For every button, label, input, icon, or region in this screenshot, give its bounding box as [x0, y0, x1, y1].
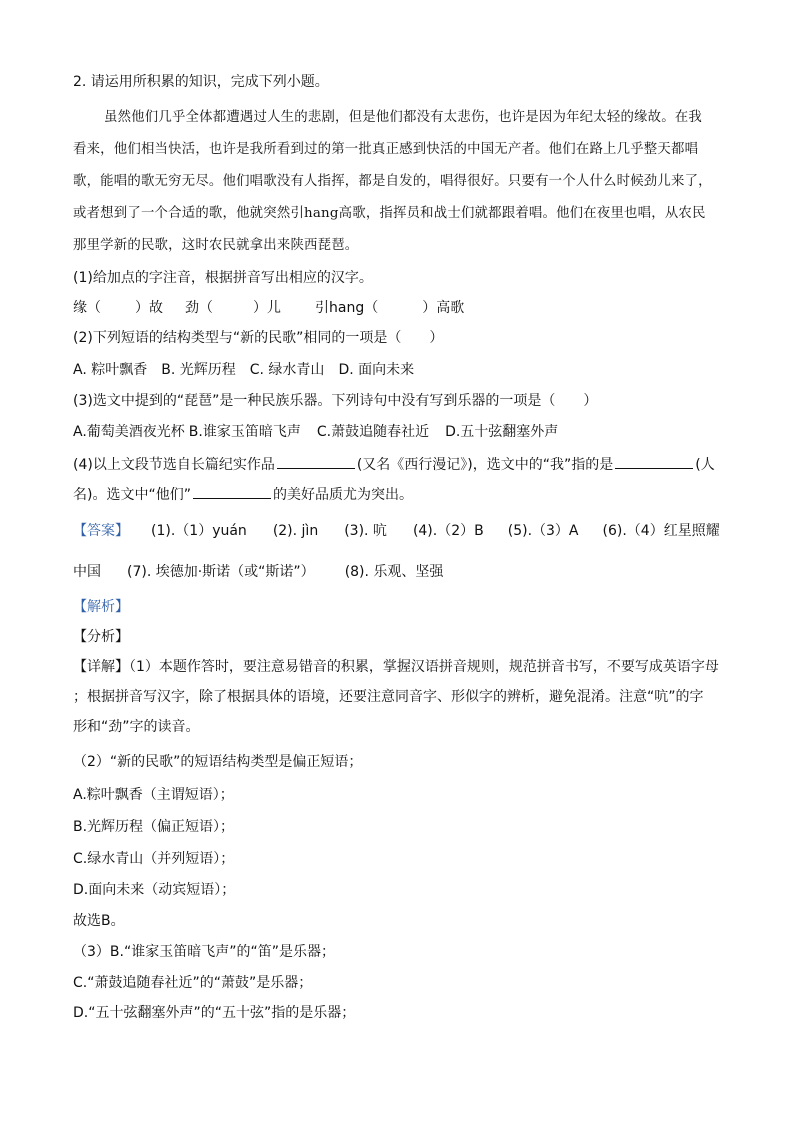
q2-option-a: A. 粽叶飘香 — [73, 362, 148, 378]
analysis-line: D.面向未来（动宾短语）； — [73, 882, 236, 898]
analysis-line: （3）B.“谁家玉笛暗飞声”的“笛”是乐器； — [73, 944, 335, 960]
detail-label: 【详解】 — [73, 659, 129, 675]
q1-item: ）儿 — [253, 300, 281, 316]
q3-option-a: A.葡萄美酒夜光杯 — [73, 424, 185, 440]
analysis-label: 【解析】 — [73, 599, 129, 615]
analysis-line: C.“萧鼓追随春社近”的“萧鼓”是乐器； — [73, 975, 313, 991]
q4-line-2: 名)。选文中“他们” 的美好品质尤为突出。 — [73, 484, 753, 505]
q2-prompt: (2)下列短语的结构类型与“新的民歌”相同的一项是（ ） — [73, 330, 444, 346]
answer-blank — [615, 454, 693, 469]
passage-line: 歌，能唱的歌无穷无尽。他们唱歌没有人指挥，都是自发的，唱得很好。只要有一个人什么时候劲儿来了， — [73, 174, 712, 189]
answer-line-1: 【答案】 (1).（1）yuán (2). jìn (3). 吭 (4).（2）B (5).（3）A (6).（4）红星照耀 — [73, 523, 720, 539]
passage-line: 或者想到了一个合适的歌，他就突然引hang高歌，指挥员和战士们就都跟着唱。他们在夜里也唱，从农民 — [73, 206, 706, 221]
answer-blank — [193, 484, 271, 499]
q3-option-c: C.萧鼓追随春社近 — [316, 424, 430, 440]
passage-line: 那里学新的民歌，这时农民就拿出来陕西琵琶。 — [73, 238, 359, 253]
answer-line-2: 中国 (7). 埃德加·斯诺（或“斯诺”） (8). 乐观、坚强 — [73, 564, 444, 580]
analysis-line: 【详解】（1）本题作答时，要注意易错音的积累，掌握汉语拼音规则，规范拼音书写，不要写成英语字母 — [73, 659, 719, 675]
q1-item: ）高歌 — [422, 300, 465, 316]
analysis-line: B.光辉历程（偏正短语）； — [73, 819, 235, 835]
q1-prompt: (1)给加点的字注音，根据拼音写出相应的汉字。 — [73, 270, 373, 286]
q4-line-1: (4)以上文段节选自长篇纪实作品 (又名《西行漫记》)，选文中的“我”指的是 (人 — [73, 454, 753, 475]
q2-option-b: B. 光辉历程 — [161, 362, 236, 378]
answer-label: 【答案】 — [73, 523, 129, 539]
passage-line: 看来，他们相当快活，也许是我所看到过的第一批真正感到快活的中国无产者。他们在路上几乎整天都唱 — [73, 142, 699, 157]
analysis-line: （2）“新的民歌”的短语结构类型是偏正短语； — [73, 754, 363, 770]
analysis-line: 形和“劲”字的读音。 — [73, 719, 200, 735]
q3-prompt: (3)选文中提到的“琵琶”是一种民族乐器。下列诗句中没有写到乐器的一项是（ ） — [73, 393, 598, 409]
analysis-sub-label: 【分析】 — [73, 629, 129, 645]
passage-line: 虽然他们几乎全体都遭遇过人生的悲剧，但是他们都没有太悲伤，也许是因为年纪太轻的缘故。在我 — [104, 110, 702, 125]
q2-option-d: D. 面向未来 — [338, 362, 415, 378]
q3-option-d: D.五十弦翻塞外声 — [445, 424, 559, 440]
analysis-line: A.粽叶飘香（主谓短语）； — [73, 787, 234, 803]
question-heading: 2. 请运用所积累的知识，完成下列小题。 — [73, 74, 329, 90]
q1-item: 劲（ — [185, 300, 213, 316]
q2-option-c: C. 绿水青山 — [249, 362, 325, 378]
q1-item: 引hang（ — [315, 300, 379, 316]
analysis-line: C.绿水青山（并列短语）； — [73, 851, 235, 867]
analysis-line: 故选B。 — [73, 913, 125, 929]
q3-options — [73, 422, 753, 442]
q3-option-b: B.谁家玉笛暗飞声 — [188, 424, 301, 440]
q2-options — [73, 360, 753, 380]
analysis-line: ；根据拼音写汉字，除了根据具体的语境，还要注意同音字、形似字的辨析，避免混淆。注意“吭”的字 — [73, 689, 704, 705]
q1-item: 缘（ — [73, 300, 101, 316]
q1-items — [73, 298, 753, 318]
answer-blank — [277, 454, 355, 469]
q1-item: ）故 — [135, 300, 163, 316]
analysis-line: D.“五十弦翻塞外声”的“五十弦”指的是乐器； — [73, 1005, 356, 1021]
